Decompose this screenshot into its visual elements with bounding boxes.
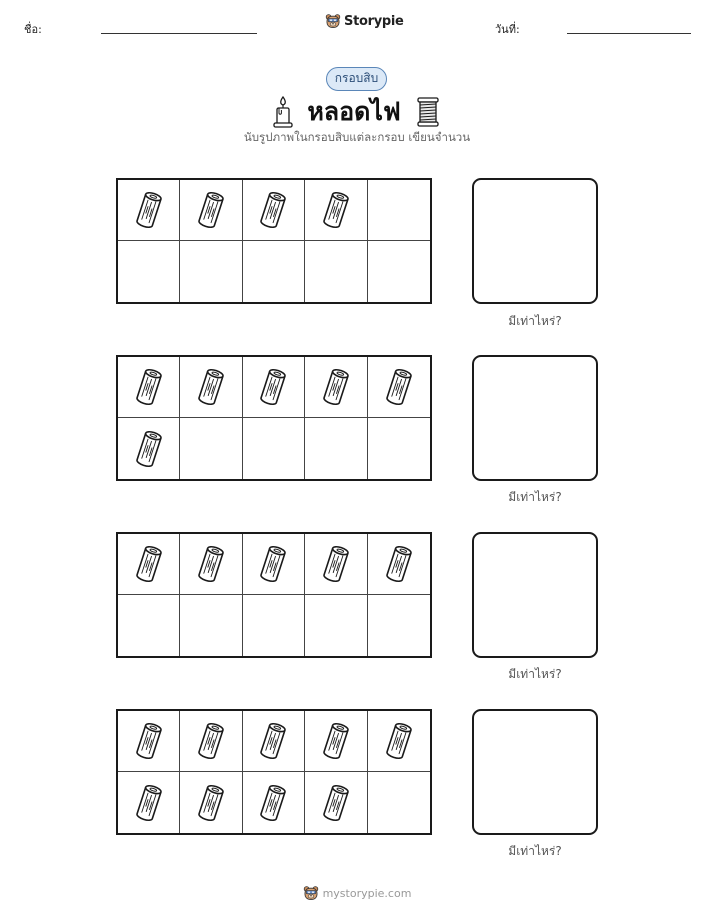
frame-cell: [368, 357, 430, 418]
title-row: [0, 92, 714, 132]
frame-cell: [180, 595, 242, 656]
log-icon: [258, 544, 288, 584]
ten-frame-3: [116, 532, 432, 658]
date-label: วันที่:: [495, 23, 520, 36]
brand-logo: [325, 13, 404, 29]
ten-frame-2: [116, 355, 432, 481]
log-icon: [384, 367, 414, 407]
frame-cell: [368, 534, 430, 595]
log-icon: [321, 544, 351, 584]
frame-cell: [118, 772, 180, 833]
log-icon: [384, 721, 414, 761]
footer-url: mystorypie.com: [322, 886, 412, 900]
frame-cell: [368, 711, 430, 772]
log-icon: [134, 367, 164, 407]
log-icon: [134, 783, 164, 823]
bear-mascot-icon: [303, 885, 319, 901]
frame-cell: [243, 357, 305, 418]
answer-box-4[interactable]: [472, 709, 598, 835]
frame-cell: [243, 534, 305, 595]
frame-cell: [180, 772, 242, 833]
log-icon: [321, 367, 351, 407]
frame-cell: [243, 241, 305, 302]
worksheet-title: หลอดไฟ: [307, 97, 401, 126]
spool-icon: [415, 96, 441, 128]
frame-cell: [180, 241, 242, 302]
name-label: ชื่อ:: [24, 23, 42, 36]
frame-cell: [368, 180, 430, 241]
log-icon: [134, 429, 164, 469]
frame-cell: [305, 241, 367, 302]
log-icon: [321, 783, 351, 823]
frame-cell: [180, 357, 242, 418]
frame-cell: [180, 711, 242, 772]
log-icon: [258, 721, 288, 761]
frame-cell: [118, 711, 180, 772]
log-icon: [258, 367, 288, 407]
frame-cell: [118, 241, 180, 302]
log-icon: [134, 721, 164, 761]
topic-badge: กรอบสิบ: [326, 67, 387, 91]
answer-box-2[interactable]: [472, 355, 598, 481]
frame-cell: [305, 180, 367, 241]
date-line[interactable]: [567, 33, 691, 34]
log-icon: [321, 190, 351, 230]
answer-box-1[interactable]: [472, 178, 598, 304]
frame-cell: [368, 418, 430, 479]
candle-icon: [273, 96, 293, 128]
log-icon: [196, 544, 226, 584]
ten-frame-1: [116, 178, 432, 304]
frame-cell: [305, 772, 367, 833]
frame-cell: [180, 180, 242, 241]
frame-cell: [243, 595, 305, 656]
frame-cell: [305, 357, 367, 418]
log-icon: [134, 544, 164, 584]
ten-frame-4: [116, 709, 432, 835]
log-icon: [196, 190, 226, 230]
frame-cell: [368, 772, 430, 833]
log-icon: [384, 544, 414, 584]
frame-cell: [305, 595, 367, 656]
frame-cell: [118, 180, 180, 241]
name-line[interactable]: [101, 33, 257, 34]
footer: [0, 885, 714, 901]
frame-cell: [118, 534, 180, 595]
frame-cell: [243, 711, 305, 772]
frame-cell: [305, 418, 367, 479]
log-icon: [196, 367, 226, 407]
question-3: มีเท่าไหร่?: [508, 667, 562, 681]
frame-cell: [368, 595, 430, 656]
question-4: มีเท่าไหร่?: [508, 844, 562, 858]
log-icon: [258, 190, 288, 230]
answer-box-3[interactable]: [472, 532, 598, 658]
frame-cell: [118, 357, 180, 418]
log-icon: [258, 783, 288, 823]
frame-cell: [180, 534, 242, 595]
frame-cell: [305, 711, 367, 772]
log-icon: [196, 721, 226, 761]
frame-cell: [243, 772, 305, 833]
log-icon: [134, 190, 164, 230]
frame-cell: [180, 418, 242, 479]
frame-cell: [368, 241, 430, 302]
log-icon: [196, 783, 226, 823]
question-2: มีเท่าไหร่?: [508, 490, 562, 504]
frame-cell: [243, 418, 305, 479]
frame-cell: [243, 180, 305, 241]
question-1: มีเท่าไหร่?: [508, 314, 562, 328]
frame-cell: [305, 534, 367, 595]
bear-mascot-icon: [325, 13, 341, 29]
brand-name: Storypie: [344, 13, 404, 29]
instructions: นับรูปภาพในกรอบสิบแต่ละกรอบ เขียนจำนวน: [243, 130, 471, 144]
frame-cell: [118, 595, 180, 656]
frame-cell: [118, 418, 180, 479]
log-icon: [321, 721, 351, 761]
